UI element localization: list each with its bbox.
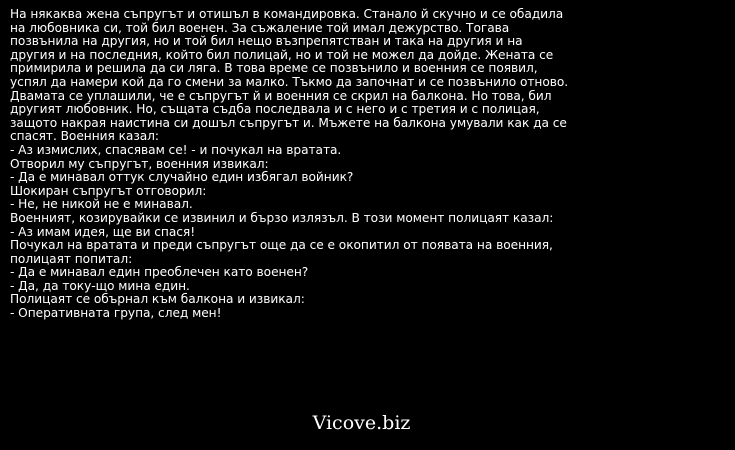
paragraph-line: Почукал на вратата и преди съпругът още да се е окопитил от появата на военния, полицаят попитал: [10, 238, 553, 266]
paragraph-line: - Да е минавал оттук случайно един избягал войник? [10, 170, 354, 185]
paragraph-line: - Оперативната група, след мен! [10, 306, 222, 321]
joke-text [10, 8, 570, 321]
paragraph-line: Шокиран съпругът отговорил: [10, 183, 207, 198]
paragraph-line: Военният, козирувайки се извинил и бързо излязъл. В този момент полицаят казал: [10, 210, 554, 225]
paragraph-line: Отворил му съпругът, военния извикал: [10, 156, 269, 171]
paragraph-intro: На някаква жена съпругът и отишъл в командировка. Станало й скучно и се обадила на любовника си, той бил военен. За съжаление той имал дежурство. Тогава позвънила на другия, но и той бил нещо възпрепятстван и така на другия и на другия и на последния, който бил полицай, но и той не можел да дойде. Жената се примирила и решила да си лягa. В това време се позвънило и военния се появил, успял да намери кой да го смени за малко. Тъкмо да започнат и се позвънило отново. Двамата се уплашили, че е съпругът й и военния се скрил на балкона. Но това, бил другият любовник. Но, същата съдба последвала и с него и с третия и с полицая, защото накрая наистина си дошъл съпругът и. Мъжете на балкона умували как да се спасят. Военния казал: [10, 7, 569, 144]
site-watermark: Vicove.biz [312, 412, 411, 434]
paragraph-line: Полицаят се обърнал към балкона и извикал: [10, 292, 305, 307]
paragraph-line: - Да, да току-що мина един. [10, 278, 190, 293]
paragraph-line: - Да е минавал един преоблечен като военен? [10, 265, 309, 280]
paragraph-line: - Не, не никой не е минавал. [10, 197, 193, 212]
paragraph-line: - Аз измислих, спасявам се! - и почукал на вратата. [10, 142, 342, 157]
paragraph-line: - Аз имам идея, ще ви спася! [10, 224, 196, 239]
